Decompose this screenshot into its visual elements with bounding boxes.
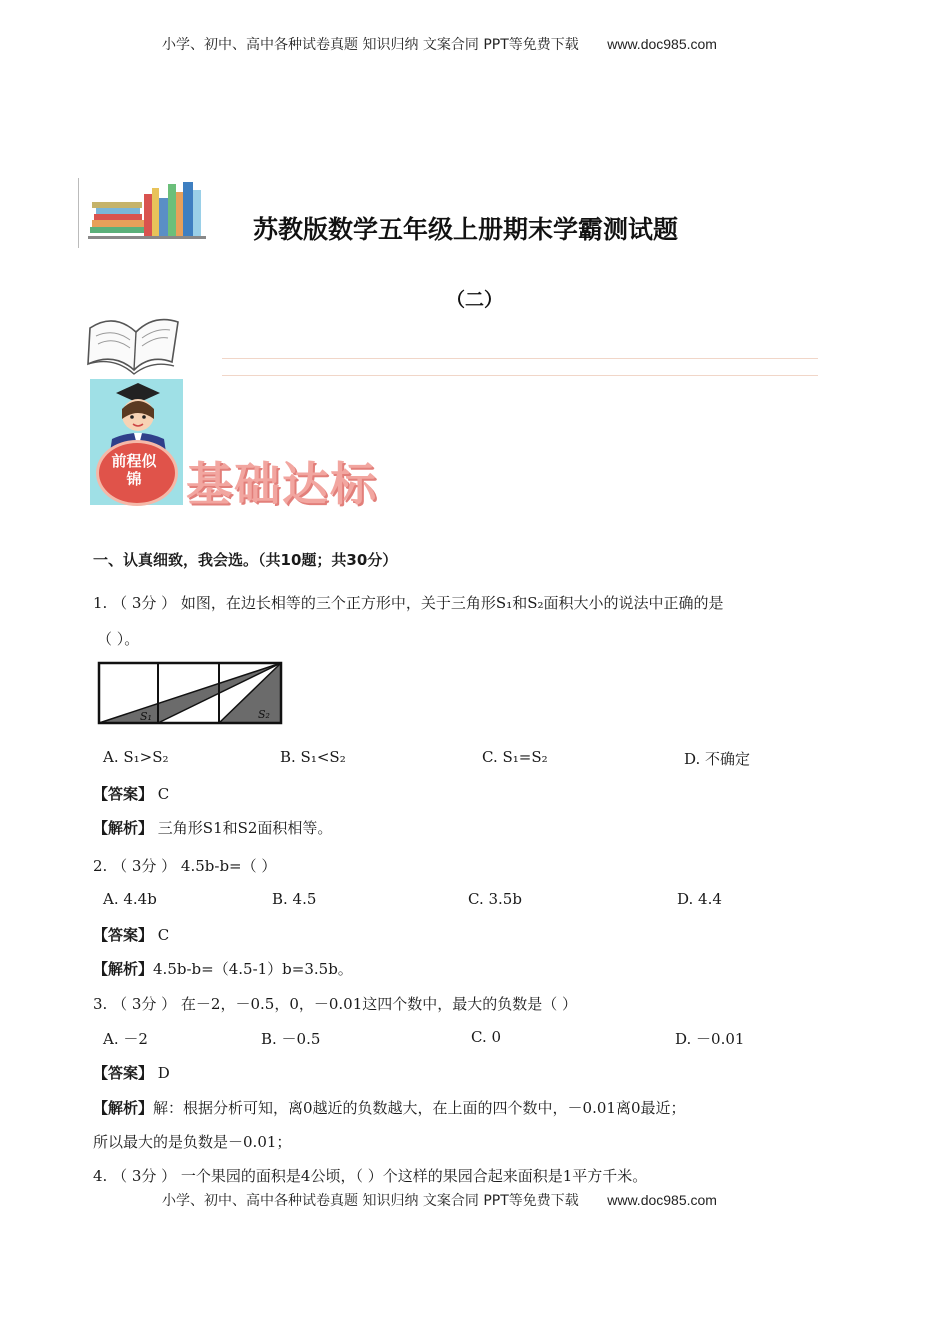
section-badge-label: 基础达标 [186,457,378,511]
footer-url[interactable]: www.doc985.com [607,1192,717,1208]
label-s2: S₂ [258,708,270,721]
q2-option-c[interactable]: C. 3.5b [468,890,522,908]
analysis-label: 【解析】 [93,819,154,837]
question-1-blank: （ ）。 [97,630,140,648]
page-title: 苏教版数学五年级上册期末学霸测试题 [253,215,679,244]
q1-option-d[interactable]: D. 不确定 [684,750,751,768]
circle-badge-text: 前程似锦 [111,452,157,488]
answer-value: C [157,926,170,944]
question-2-text: 2. （ 3分 ） 4.5b-b=（ ） [93,857,277,875]
header-url[interactable]: www.doc985.com [607,36,717,52]
q3-analysis [93,1097,686,1118]
q3-analysis-cont: 所以最大的是负数是－0.01； [93,1133,292,1151]
analysis-label: 【解析】 [93,960,154,978]
q1-option-b[interactable]: B. S₁<S₂ [280,748,346,766]
answer-label: 【答案】 [93,1064,154,1082]
question-3-text: 3. （ 3分 ） 在－2，－0.5，0，－0.01这四个数中，最大的负数是（ ） [93,995,578,1013]
header-text: 小学、初中、高中各种试卷真题 知识归纳 文案合同 PPT等免费下载 [162,37,579,53]
q1-answer [93,783,169,804]
answer-label: 【答案】 [93,785,154,803]
answer-label: 【答案】 [93,926,154,944]
analysis-text: 三角形S1和S2面积相等。 [157,819,333,837]
page-footer [162,1190,717,1210]
q1-option-a[interactable]: A. S₁>S₂ [103,748,169,766]
q1-analysis [93,817,332,838]
analysis-text: 4.5b-b=（4.5-1）b=3.5b。 [153,960,353,978]
page-header [162,34,717,54]
triangle-figure [96,660,286,726]
question-4-text: 4. （ 3分 ） 一个果园的面积是4公顷，（ ）个这样的果园合起来面积是1平方千米。 [93,1167,648,1185]
q3-option-c[interactable]: C. 0 [471,1028,502,1046]
q2-answer [93,924,169,945]
q2-option-d[interactable]: D. 4.4 [677,890,722,908]
q1-option-c[interactable]: C. S₁=S₂ [482,748,548,766]
page-subtitle: （二） [446,289,504,311]
q2-option-a[interactable]: A. 4.4b [103,890,157,908]
open-book-icon [84,308,184,378]
q3-option-a[interactable]: A. －2 [103,1030,148,1048]
margin-line [78,178,79,248]
answer-value: D [157,1064,170,1082]
q2-analysis [93,958,353,979]
bookshelf-icon [88,180,214,240]
divider-top [222,358,818,359]
label-s1: S₁ [140,710,152,723]
divider-bottom [222,375,818,376]
question-1-text: 1. （ 3分 ） 如图，在边长相等的三个正方形中，关于三角形S₁和S₂面积大小的说法中正确的是 [93,594,724,612]
q3-answer [93,1062,170,1083]
q3-option-b[interactable]: B. －0.5 [261,1030,321,1048]
footer-text: 小学、初中、高中各种试卷真题 知识归纳 文案合同 PPT等免费下载 [162,1193,579,1209]
answer-value: C [157,785,170,803]
analysis-text: 解：根据分析可知，离0越近的负数越大，在上面的四个数中，－0.01离0最近； [153,1099,686,1117]
analysis-label: 【解析】 [93,1099,154,1117]
q2-option-b[interactable]: B. 4.5 [272,890,317,908]
section-heading: 一、认真细致，我会选。（共10题；共30分） [93,551,398,569]
q3-option-d[interactable]: D. －0.01 [675,1030,745,1048]
